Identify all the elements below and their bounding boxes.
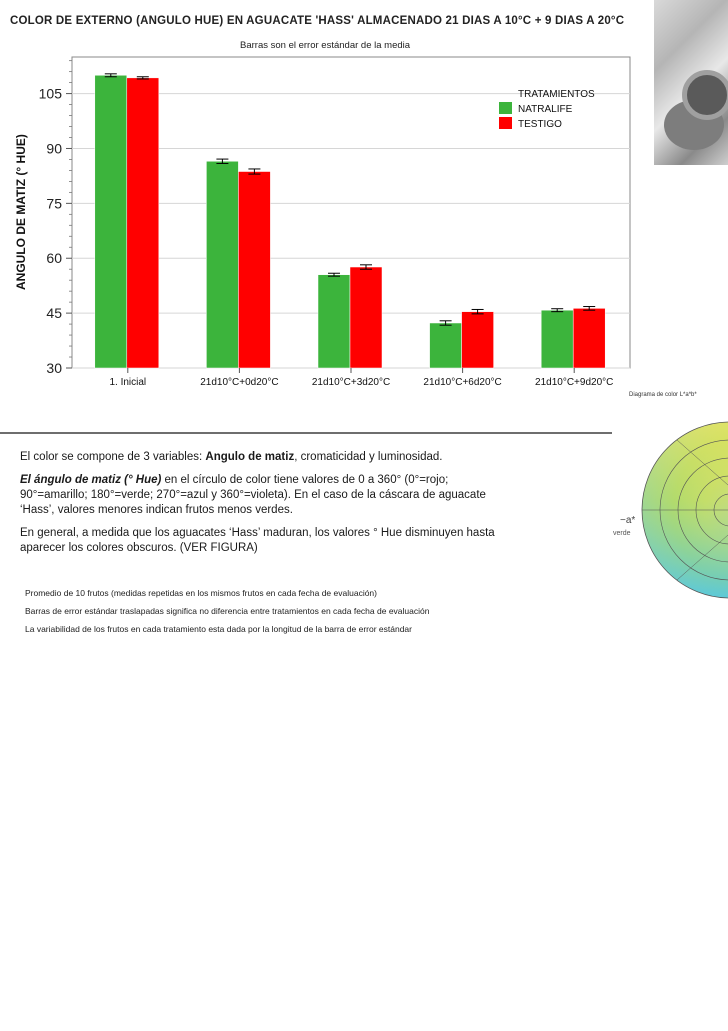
bar-testigo (350, 267, 382, 368)
a-axis-label: −a* (620, 515, 636, 526)
hue-bar-chart (0, 0, 652, 400)
legend-label-testigo: TESTIGO (518, 119, 562, 130)
bar-testigo (573, 308, 605, 368)
y-tick-label: 75 (46, 195, 62, 212)
y-tick-label: 105 (38, 85, 62, 102)
bar-natralife (541, 310, 573, 368)
y-tick-label: 60 (46, 250, 62, 267)
avocado-photo (654, 0, 728, 165)
y-tick-label: 45 (46, 305, 62, 322)
x-tick-label: 21d10°C+9d20°C (535, 377, 614, 388)
x-tick-label: 21d10°C+3d20°C (311, 377, 391, 388)
note-item: La variabilidad de los frutos en cada tratamiento esta dada por la longitud de la barra de error estándar (25, 624, 412, 634)
legend-title: TRATAMIENTOS (518, 89, 595, 100)
bar-natralife (206, 161, 238, 368)
chart-subtitle: Barras son el error estándar de la media (240, 40, 411, 51)
color-wheel (612, 385, 728, 635)
legend-label-natralife: NATRALIFE (518, 104, 573, 115)
bar-natralife (95, 75, 127, 368)
paragraph-variables: El color se compone de 3 variables: Angulo de matiz, cromaticidad y luminosidad. (20, 451, 443, 463)
chart-title: COLOR DE EXTERNO (ANGULO HUE) EN AGUACATE 'HASS' ALMACENADO 21 DIAS A 10°C + 9 DIAS A 20°C (10, 15, 625, 27)
legend-swatch-natralife (499, 102, 512, 114)
note-item: Promedio de 10 frutos (medidas repetidas en los mismos frutos en cada fecha de evaluación) (25, 588, 377, 598)
verde-label: verde (613, 530, 631, 537)
footnotes (25, 588, 429, 642)
bar-testigo (127, 78, 159, 368)
bar-natralife (318, 275, 350, 368)
x-tick-label: 21d10°C+6d20°C (423, 377, 502, 388)
explanation-text (20, 450, 500, 564)
bar-natralife (430, 323, 462, 368)
paragraph-ripening: En general, a medida que los aguacates ‘Hass’ maduran, los valores ° Hue disminuyen hasta aparecer los colores obscuros. (VER FIGURA) (20, 527, 495, 554)
legend-swatch-testigo (499, 117, 512, 129)
bar-testigo (238, 172, 270, 368)
x-tick-label: 21d10°C+0d20°C (200, 377, 279, 388)
y-axis-label: ANGULO DE MATIZ (° HUE) (14, 134, 28, 290)
y-tick-label: 30 (46, 360, 62, 376)
photo-lens-shape (682, 70, 728, 120)
color-diagram (612, 385, 728, 635)
section-divider (0, 432, 612, 434)
note-item: Barras de error estándar traslapadas significa no diferencia entre tratamientos en cada fecha de evaluación (25, 606, 430, 616)
y-tick-label: 90 (46, 140, 62, 157)
paragraph-hue-angle: El ángulo de matiz (° Hue) en el círculo de color tiene valores de 0 a 360° (0°=rojo; 90°=amarillo; 180°=verde; 270°=azul y 360°=violeta). En el caso de la cáscara de aguacate ‘Hass’, valores menores indican frutos menos verdes. (20, 474, 486, 516)
x-tick-label: 1. Inicial (109, 377, 147, 388)
diagram-title: Diagrama de color L*a*b* (629, 392, 697, 398)
bar-testigo (462, 312, 494, 368)
